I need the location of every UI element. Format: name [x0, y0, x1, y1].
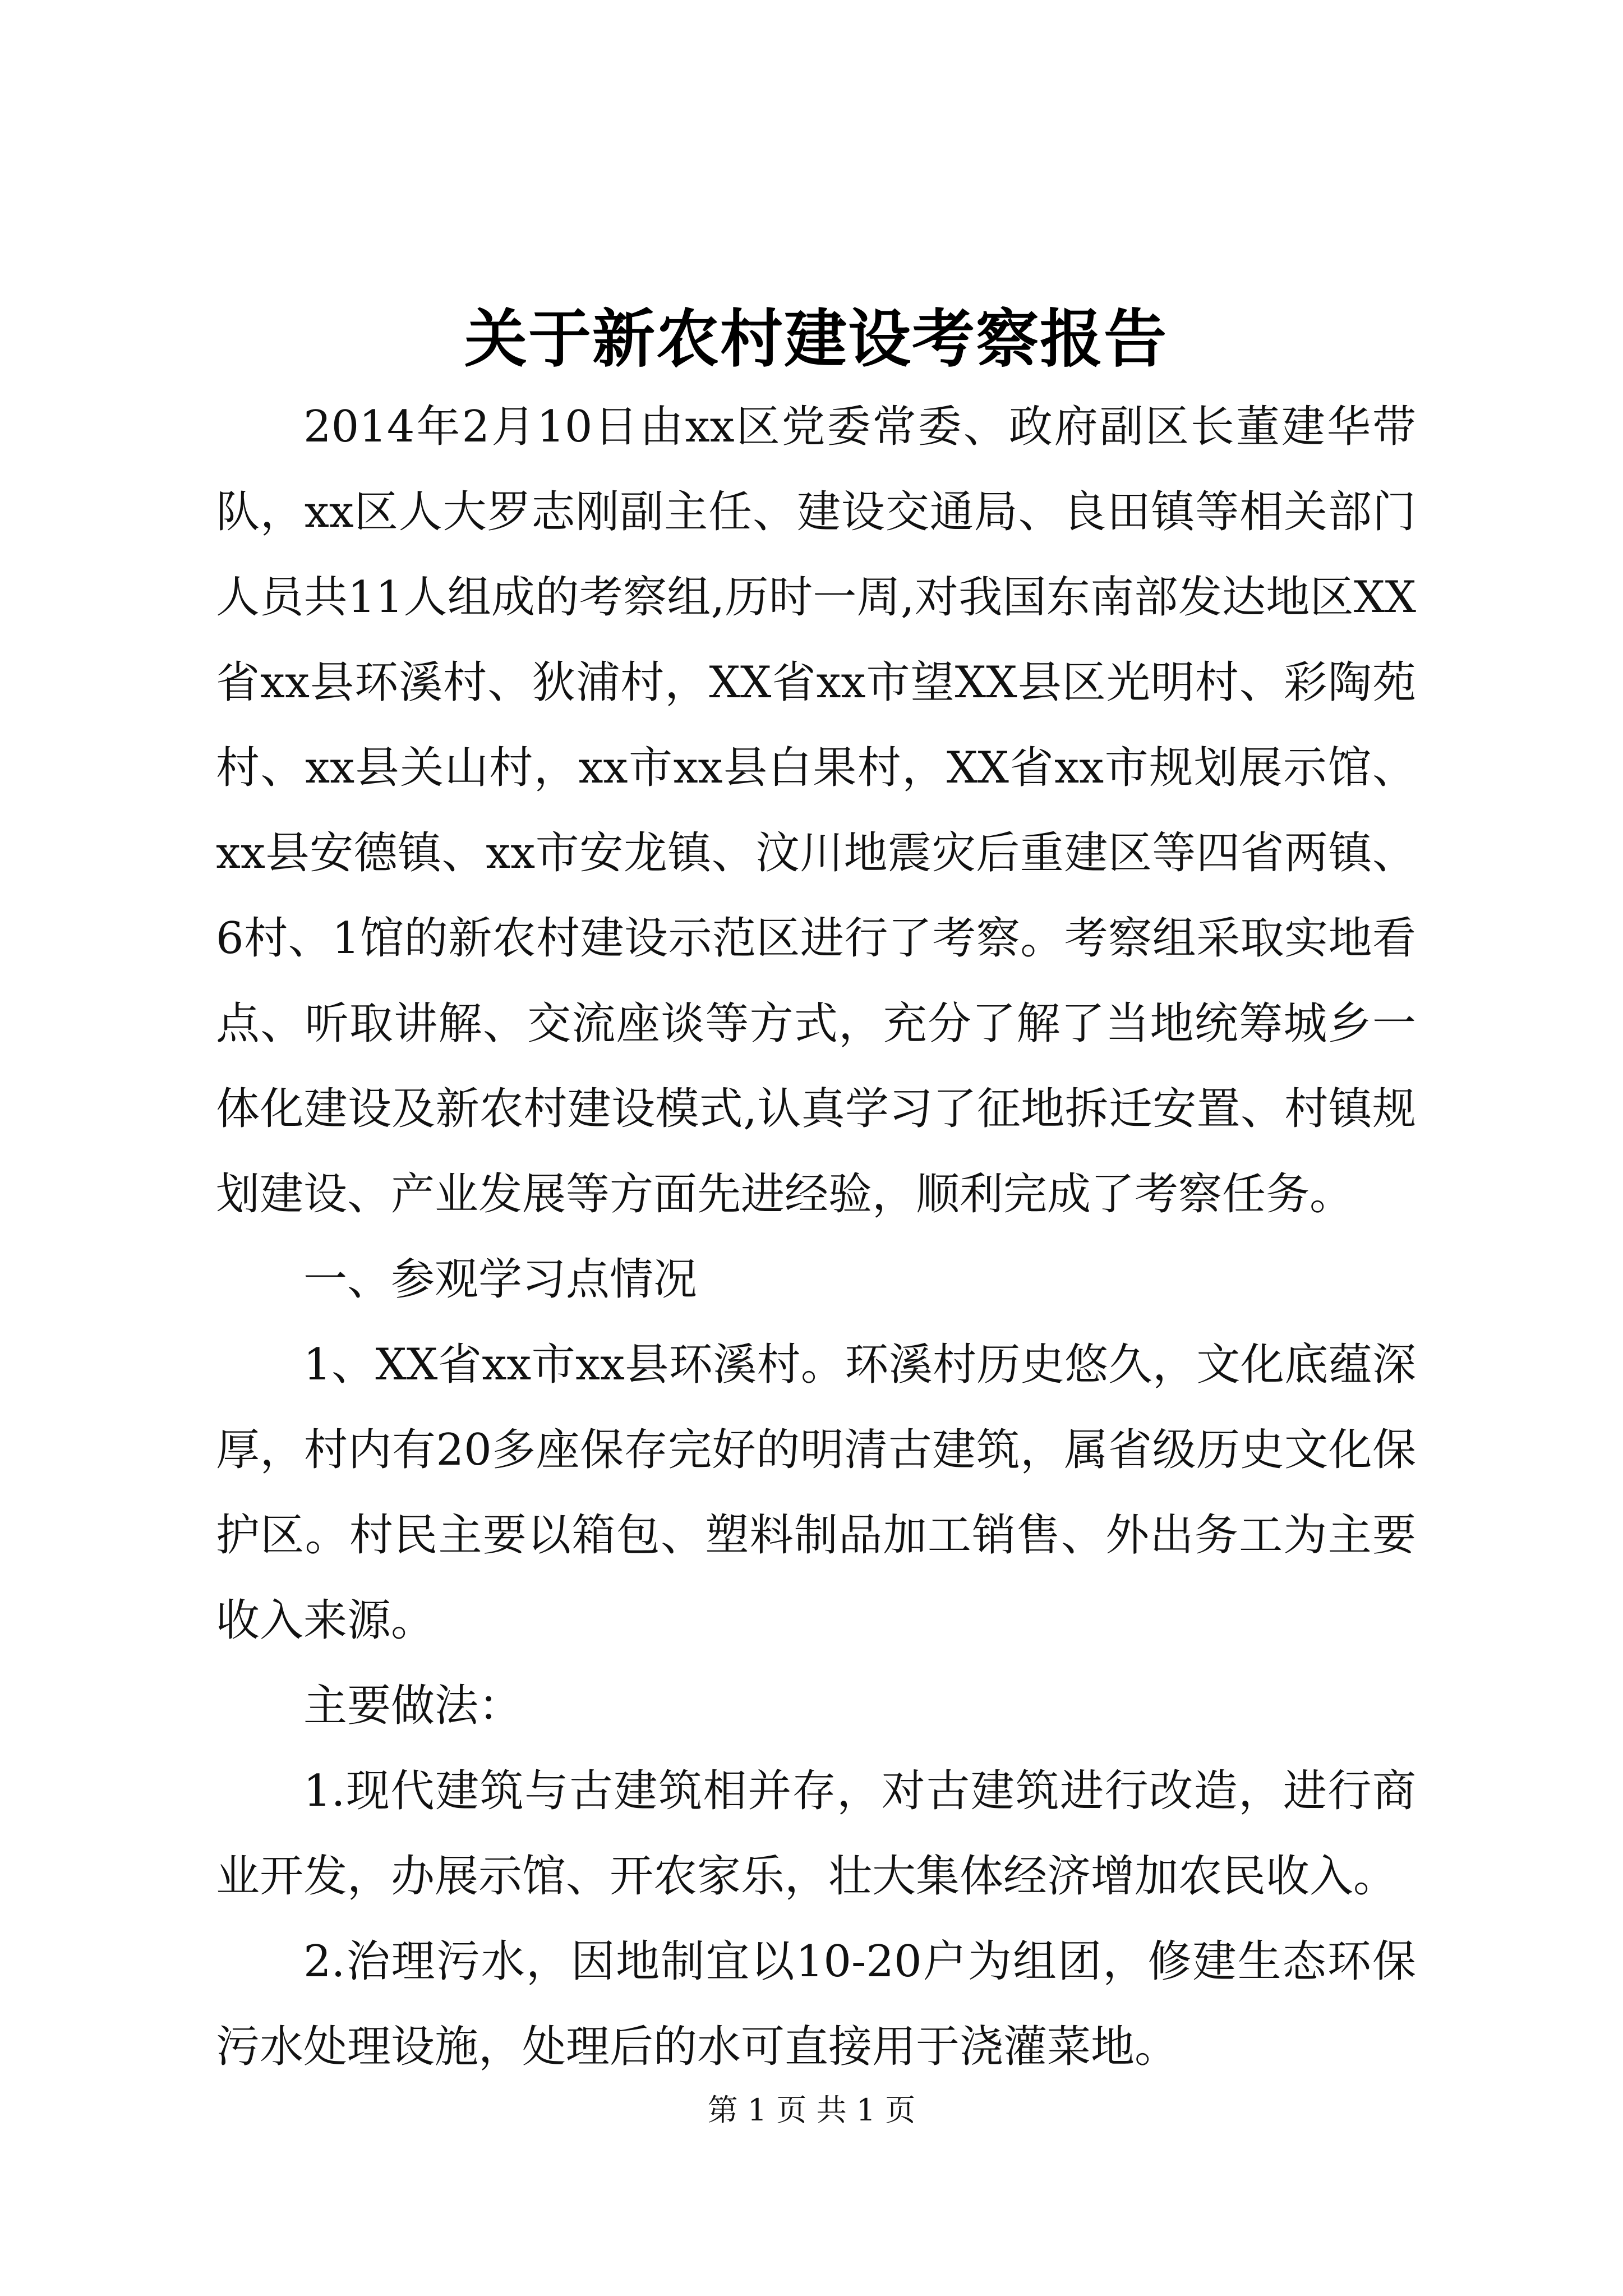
practice-item-2: 2.治理污水，因地制宜以10-20户为组团，修建生态环保污水处理设施，处理后的水可直接用于浇灌菜地。	[216, 1936, 1416, 2072]
section-heading: 一、参观学习点情况	[303, 1254, 698, 1305]
document-body	[216, 295, 1416, 2090]
paragraph-huanxi-village: 1、XX省xx市xx县环溪村。环溪村历史悠久，文化底蕴深厚，村内有20多座保存完好的明清古建筑，属省级历史文化保护区。村民主要以箱包、塑料制品加工销售、外出务工为主要收入来源。	[216, 1340, 1416, 1646]
practice-item-1: 1.现代建筑与古建筑相并存，对古建筑进行改造，进行商业开发，办展示馆、开农家乐，壮大集体经济增加农民收入。	[216, 1766, 1416, 1902]
page-footer: 第 1 页 共 1 页	[707, 2092, 916, 2128]
subheading-main-practices: 主要做法：	[303, 1681, 523, 1731]
document-title: 关于新农村建设考察报告	[464, 303, 1168, 376]
paragraph-intro: 2014年2月10日由xx区党委常委、政府副区长董建华带队，xx区人大罗志刚副主任、建设交通局、良田镇等相关部门人员共11人组成的考察组,历时一周,对我国东南部发达地区XX省xx县环溪村、狄浦村，XX省xx市望XX县区光明村、彩陶苑村、xx县关山村，xx市xx县白果村，XX省xx市规划展示馆、xx县安德镇、xx市安龙镇、汶川地震灾后重建区等四省两镇、6村、1馆的新农村建设示范区进行了考察。考察组采取实地看点、听取讲解、交流座谈等方式，充分了解了当地统筹城乡一体化建设及新农村建设模式,认真学习了征地拆迁安置、村镇规划建设、产业发展等方面先进经验，顺利完成了考察任务。	[216, 402, 1416, 1220]
